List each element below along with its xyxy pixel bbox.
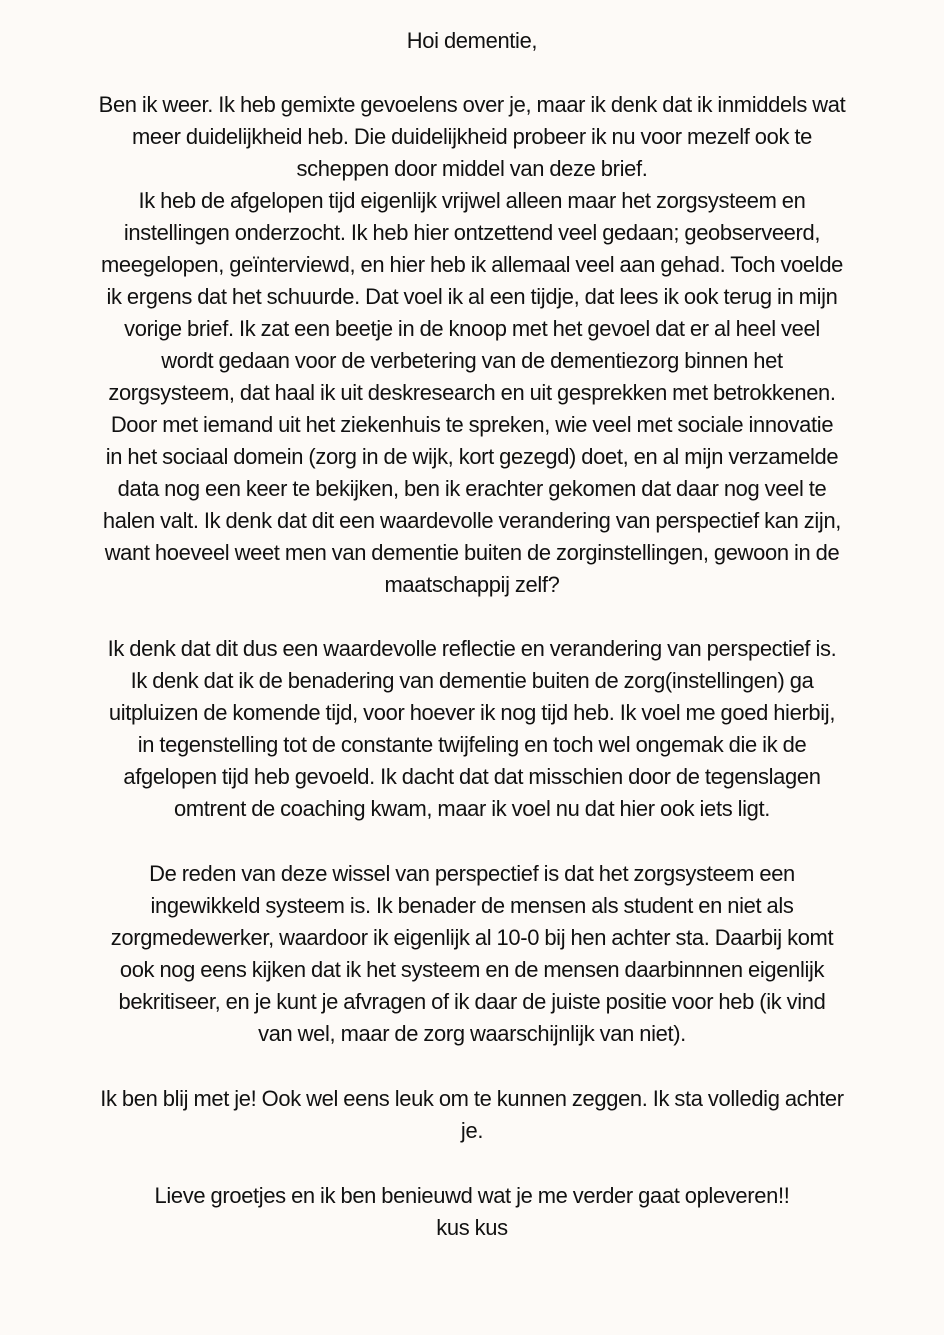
greeting: Hoi dementie, [406, 28, 538, 53]
text-line: Ik heb de afgelopen tijd eigenlijk vrijwel alleen maar het zorgsysteem en [138, 188, 806, 213]
text-line: zorgsysteem, dat haal ik uit deskresearch en uit gesprekken met betrokkenen. [108, 380, 836, 405]
text-line: halen valt. Ik denk dat dit een waardevolle verandering van perspectief kan zijn, [102, 508, 842, 533]
text-line: Ik denk dat ik de benadering van dementie buiten de zorg(instellingen) ga [130, 668, 814, 693]
signature: kus kus [436, 1215, 508, 1240]
text-line: Door met iemand uit het ziekenhuis te spreken, wie veel met sociale innovatie [110, 412, 834, 437]
text-line: uitpluizen de komende tijd, voor hoever ik nog tijd heb. Ik voel me goed hierbij, [108, 700, 836, 725]
text-line: data nog een keer te bekijken, ben ik erachter gekomen dat daar nog veel te [117, 476, 827, 501]
text-line: ook nog eens kijken dat ik het systeem en de mensen daarbinnnen eigenlijk [119, 957, 825, 982]
text-line: in tegenstelling tot de constante twijfeling en toch wel ongemak die ik de [137, 732, 807, 757]
text-line: in het sociaal domein (zorg in de wijk, kort gezegd) doet, en al mijn verzamelde [105, 444, 839, 469]
text-line: Ik ben blij met je! Ook wel eens leuk om te kunnen zeggen. Ik sta volledig achter [100, 1086, 844, 1111]
text-line: wordt gedaan voor de verbetering van de dementiezorg binnen het [161, 348, 783, 373]
text-line: bekritiseer, en je kunt je afvragen of ik daar de juiste positie voor heb (ik vind [118, 989, 826, 1014]
text-line: omtrent de coaching kwam, maar ik voel nu dat hier ook iets ligt. [173, 796, 771, 821]
text-line: van wel, maar de zorg waarschijnlijk van niet). [258, 1021, 686, 1046]
text-line: ingewikkeld systeem is. Ik benader de mensen als student en niet als [150, 893, 794, 918]
text-line: zorgmedewerker, waardoor ik eigenlijk al 10-0 bij hen achter sta. Daarbij komt [110, 925, 834, 950]
text-line: De reden van deze wissel van perspectief is dat het zorgsysteem een [149, 861, 795, 886]
text-line: je. [460, 1118, 484, 1143]
text-line: meegelopen, geïnterviewd, en hier heb ik allemaal veel aan gehad. Toch voelde [100, 252, 844, 277]
closing: Lieve groetjes en ik ben benieuwd wat je me verder gaat opleveren!! [154, 1183, 790, 1208]
text-line: ik ergens dat het schuurde. Dat voel ik al een tijdje, dat lees ik ook terug in mijn [106, 284, 838, 309]
text-line: meer duidelijkheid heb. Die duidelijkheid probeer ik nu voor mezelf ook te [131, 124, 813, 149]
text-line: maatschappij zelf? [384, 572, 560, 597]
text-line: scheppen door middel van deze brief. [296, 156, 648, 181]
text-line: instellingen onderzocht. Ik heb hier ontzettend veel gedaan; geobserveerd, [123, 220, 821, 245]
text-line: vorige brief. Ik zat een beetje in de knoop met het gevoel dat er al heel veel [124, 316, 820, 341]
text-line: Ik denk dat dit dus een waardevolle reflectie en verandering van perspectief is. [107, 636, 837, 661]
text-line: Ben ik weer. Ik heb gemixte gevoelens over je, maar ik denk dat ik inmiddels wat [98, 92, 846, 117]
text-line: afgelopen tijd heb gevoeld. Ik dacht dat dat misschien door de tegenslagen [123, 764, 821, 789]
text-line: want hoeveel weet men van dementie buiten de zorginstellingen, gewoon in de [104, 540, 840, 565]
